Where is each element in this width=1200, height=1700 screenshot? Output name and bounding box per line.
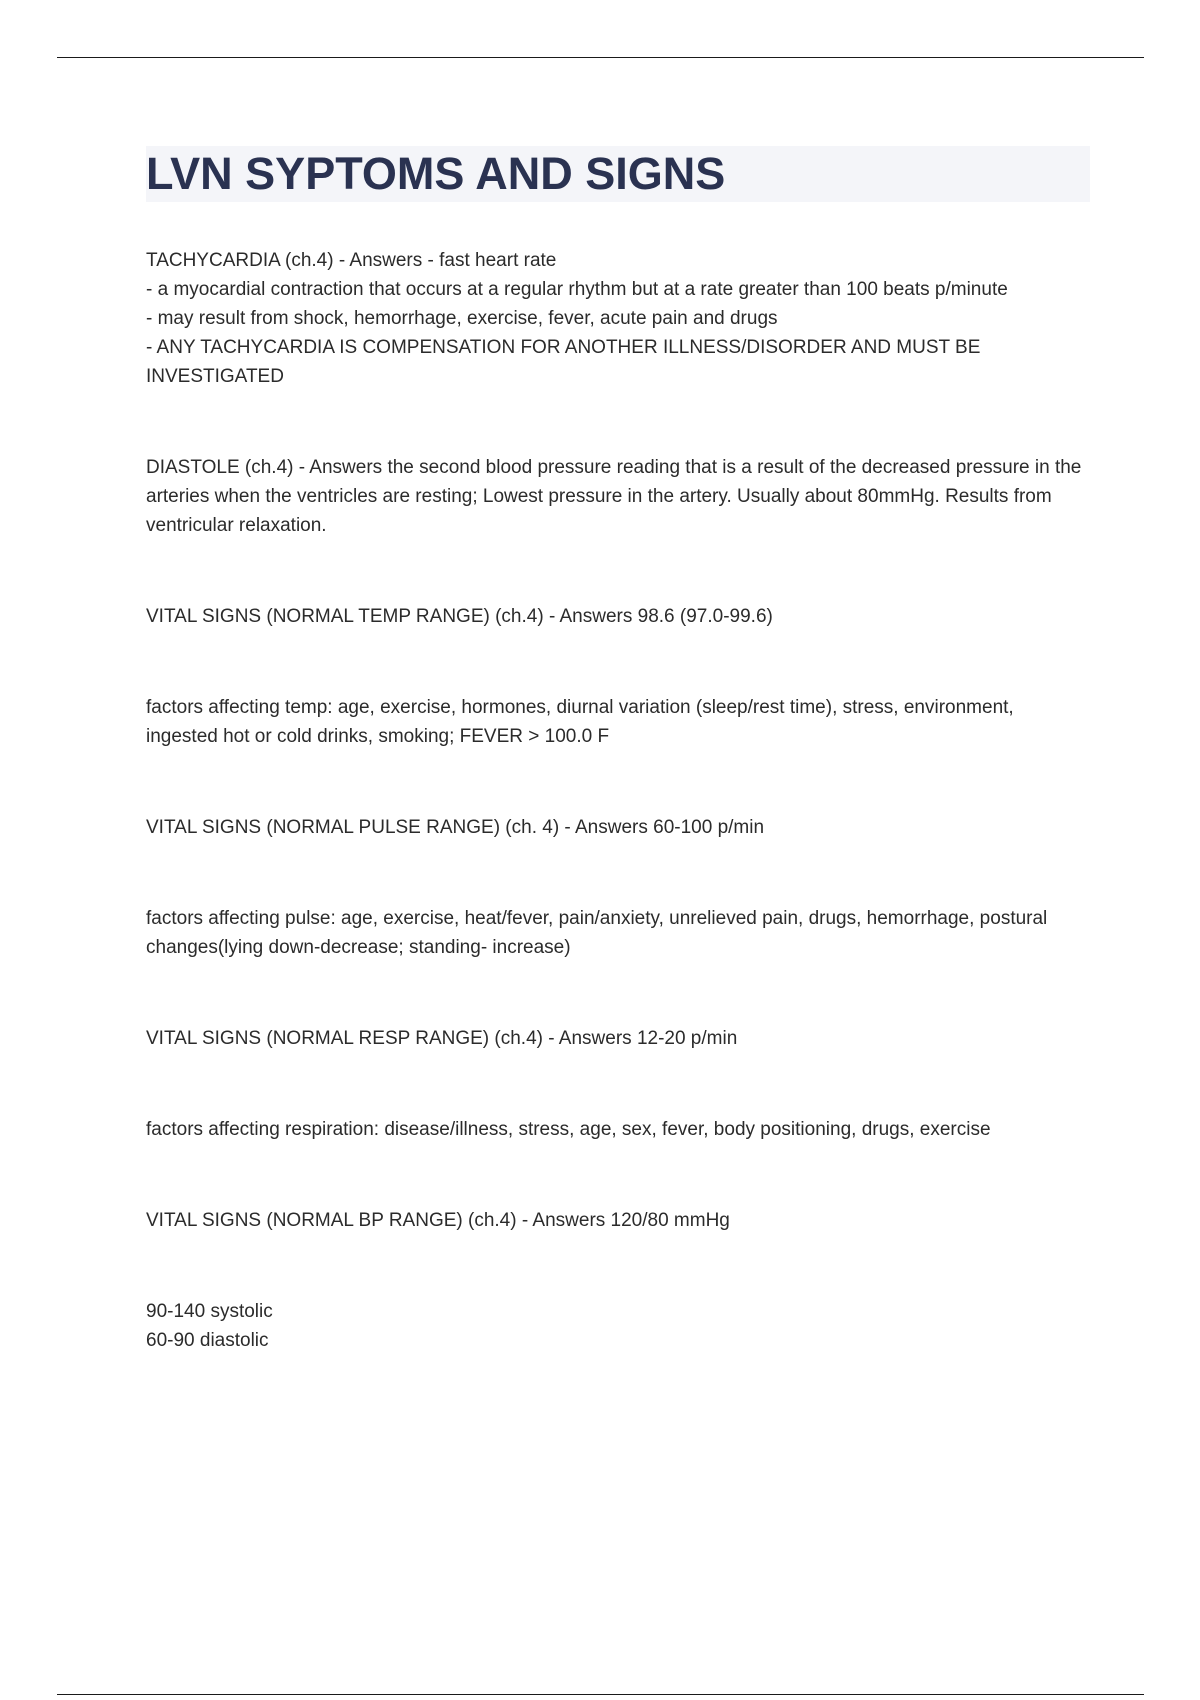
title-banner <box>146 146 1090 202</box>
entry-temp-factors <box>146 693 1090 751</box>
tachycardia-heading: TACHYCARDIA (ch.4) - Answers - fast heart rate <box>146 250 557 271</box>
temp-factors-text: factors affecting temp: age, exercise, hormones, diurnal variation (sleep/rest time), stress, environment, ingested hot or cold drinks, smoking; FEVER > 100.0 F <box>146 697 1014 747</box>
bp-systolic-text: 90-140 systolic <box>146 1301 273 1322</box>
entry-pulse-factors <box>146 904 1090 962</box>
pulse-factors-text: factors affecting pulse: age, exercise, heat/fever, pain/anxiety, unrelieved pain, drugs, hemorrhage, postural changes(lying down-decrease; standing- increase) <box>146 908 1048 958</box>
page-title: LVN SYPTOMS AND SIGNS <box>146 148 726 199</box>
entry-resp-factors <box>146 1115 1090 1144</box>
resp-range-text: VITAL SIGNS (NORMAL RESP RANGE) (ch.4) - Answers 12-20 p/min <box>146 1028 738 1049</box>
temp-range-text: VITAL SIGNS (NORMAL TEMP RANGE) (ch.4) - Answers 98.6 (97.0-99.6) <box>146 606 773 627</box>
entry-bp-values <box>146 1297 1090 1355</box>
entry-tachycardia <box>146 246 1090 391</box>
tachycardia-line-3: - ANY TACHYCARDIA IS COMPENSATION FOR ANOTHER ILLNESS/DISORDER AND MUST BE INVESTIGATED <box>146 337 981 387</box>
pulse-range-text: VITAL SIGNS (NORMAL PULSE RANGE) (ch. 4) - Answers 60-100 p/min <box>146 817 765 838</box>
entry-temp-range <box>146 602 1090 631</box>
bp-diastolic-text: 60-90 diastolic <box>146 1330 269 1351</box>
resp-factors-text: factors affecting respiration: disease/illness, stress, age, sex, fever, body positioning, drugs, exercise <box>146 1119 991 1140</box>
tachycardia-line-1: - a myocardial contraction that occurs at a regular rhythm but at a rate greater than 100 beats p/minute <box>146 279 1008 300</box>
entry-diastole <box>146 453 1090 540</box>
tachycardia-line-2: - may result from shock, hemorrhage, exercise, fever, acute pain and drugs <box>146 308 778 329</box>
diastole-text: DIASTOLE (ch.4) - Answers the second blood pressure reading that is a result of the decreased pressure in the arteries when the ventricles are resting; Lowest pressure in the artery. Usually about 80mmHg. Results from ventricular relaxation. <box>146 457 1082 536</box>
entry-pulse-range <box>146 813 1090 842</box>
top-divider <box>57 57 1144 58</box>
bp-range-text: VITAL SIGNS (NORMAL BP RANGE) (ch.4) - Answers 120/80 mmHg <box>146 1210 730 1231</box>
entry-bp-range <box>146 1206 1090 1235</box>
bottom-divider <box>57 1694 1144 1695</box>
document-body <box>146 146 1090 1355</box>
entry-resp-range <box>146 1024 1090 1053</box>
